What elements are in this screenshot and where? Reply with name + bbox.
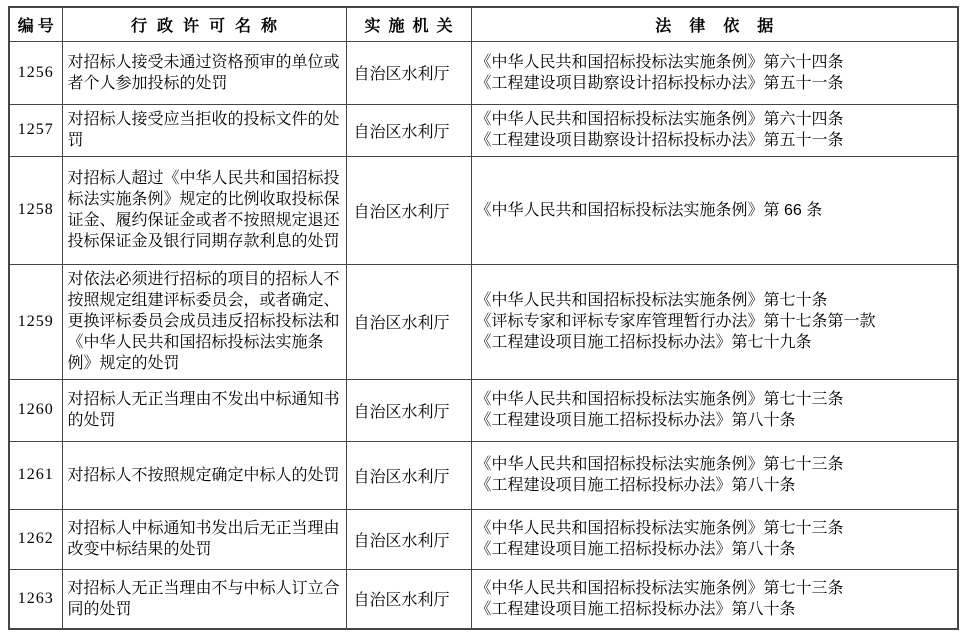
legal-basis-line: 《工程建设项目施工招标投标办法》第七十九条 [475, 334, 812, 351]
legal-basis-line: 《中华人民共和国招标投标法实施条例》第六十四条 [475, 111, 844, 128]
table-row [9, 569, 958, 629]
table-row [9, 264, 958, 379]
permit-name-cell: 对招标人无正当理由不与中标人订立合同的处罚 [62, 569, 346, 629]
table-row [9, 41, 958, 104]
legal-basis-line: 《中华人民共和国招标投标法实施条例》第七十三条 [475, 579, 844, 597]
agency-cell: 自治区水利厅 [346, 264, 471, 379]
agency-cell: 自治区水利厅 [346, 156, 471, 264]
agency-cell: 自治区水利厅 [346, 509, 471, 569]
col-header-name: 行政许可名称 [62, 7, 346, 41]
legal-basis-cell [471, 441, 958, 509]
legal-basis-line: 《工程建设项目施工招标投标办法》第八十条 [475, 541, 796, 558]
agency-cell: 自治区水利厅 [346, 104, 471, 156]
legal-basis-line: 《中华人民共和国招标投标法实施条例》第七十三条 [475, 456, 844, 473]
legal-basis-line: 《中华人民共和国招标投标法实施条例》第六十四条 [475, 53, 844, 71]
legal-basis-line: 《工程建设项目施工招标投标办法》第八十条 [475, 477, 796, 494]
col-header-legal: 法律依据 [471, 7, 958, 41]
table-row [9, 441, 958, 509]
row-id-cell: 1261 [9, 441, 62, 509]
legal-basis-cell [471, 569, 958, 629]
agency-cell: 自治区水利厅 [346, 379, 471, 441]
table-row [9, 104, 958, 156]
col-header-agency: 实施机关 [346, 7, 471, 41]
legal-basis-line: 《中华人民共和国招标投标法实施条例》第七十条 [475, 292, 828, 309]
row-id-cell: 1256 [9, 41, 62, 104]
agency-cell: 自治区水利厅 [346, 41, 471, 104]
agency-cell: 自治区水利厅 [346, 569, 471, 629]
row-id-cell: 1263 [9, 569, 62, 629]
legal-basis-line: 《中华人民共和国招标投标法实施条例》第七十三条 [475, 391, 844, 408]
permit-name-cell: 对依法必须进行招标的项目的招标人不按照规定组建评标委员会，或者确定、更换评标委员会成员违反招标投标法和《中华人民共和国招标投标法实施条例》规定的处罚 [62, 264, 346, 379]
table-body [9, 41, 958, 629]
legal-basis-line: 《工程建设项目勘察设计招标投标办法》第五十一条 [475, 132, 844, 149]
legal-basis-cell [471, 264, 958, 379]
permit-name-cell: 对招标人接受应当拒收的投标文件的处罚 [62, 104, 346, 156]
legal-basis-line: 《评标专家和评标专家库管理暂行办法》第十七条第一款 [475, 313, 876, 330]
legal-basis-line: 《工程建设项目施工招标投标办法》第八十条 [475, 412, 796, 429]
row-id-cell: 1260 [9, 379, 62, 441]
row-id-cell: 1257 [9, 104, 62, 156]
table-row [9, 156, 958, 264]
permit-name-cell: 对招标人无正当理由不发出中标通知书的处罚 [62, 379, 346, 441]
legal-basis-line: 《工程建设项目勘察设计招标投标办法》第五十一条 [475, 74, 844, 92]
legal-basis-cell [471, 104, 958, 156]
legal-basis-cell [471, 509, 958, 569]
table-row [9, 379, 958, 441]
col-header-id: 编号 [9, 7, 62, 41]
permit-name-cell: 对招标人接受未通过资格预审的单位或者个人参加投标的处罚 [62, 41, 346, 104]
permit-name-cell: 对招标人超过《中华人民共和国招标投标法实施条例》规定的比例收取投标保证金、履约保证金或者不按照规定退还投标保证金及银行同期存款利息的处罚 [62, 156, 346, 264]
legal-basis-line: 《中华人民共和国招标投标法实施条例》第 66 条 [475, 201, 823, 219]
permit-name-cell: 对招标人中标通知书发出后无正当理由改变中标结果的处罚 [62, 509, 346, 569]
row-id-cell: 1258 [9, 156, 62, 264]
agency-cell: 自治区水利厅 [346, 441, 471, 509]
legal-basis-cell [471, 379, 958, 441]
legal-basis-cell [471, 41, 958, 104]
legal-basis-cell [471, 156, 958, 264]
table-header [9, 7, 958, 41]
legal-basis-line: 《工程建设项目施工招标投标办法》第八十条 [475, 600, 796, 618]
legal-basis-line: 《中华人民共和国招标投标法实施条例》第七十三条 [475, 520, 844, 537]
admin-permits-table [8, 6, 959, 630]
permit-name-cell: 对招标人不按照规定确定中标人的处罚 [62, 441, 346, 509]
header-row [9, 7, 958, 41]
row-id-cell: 1262 [9, 509, 62, 569]
row-id-cell: 1259 [9, 264, 62, 379]
table-row [9, 509, 958, 569]
